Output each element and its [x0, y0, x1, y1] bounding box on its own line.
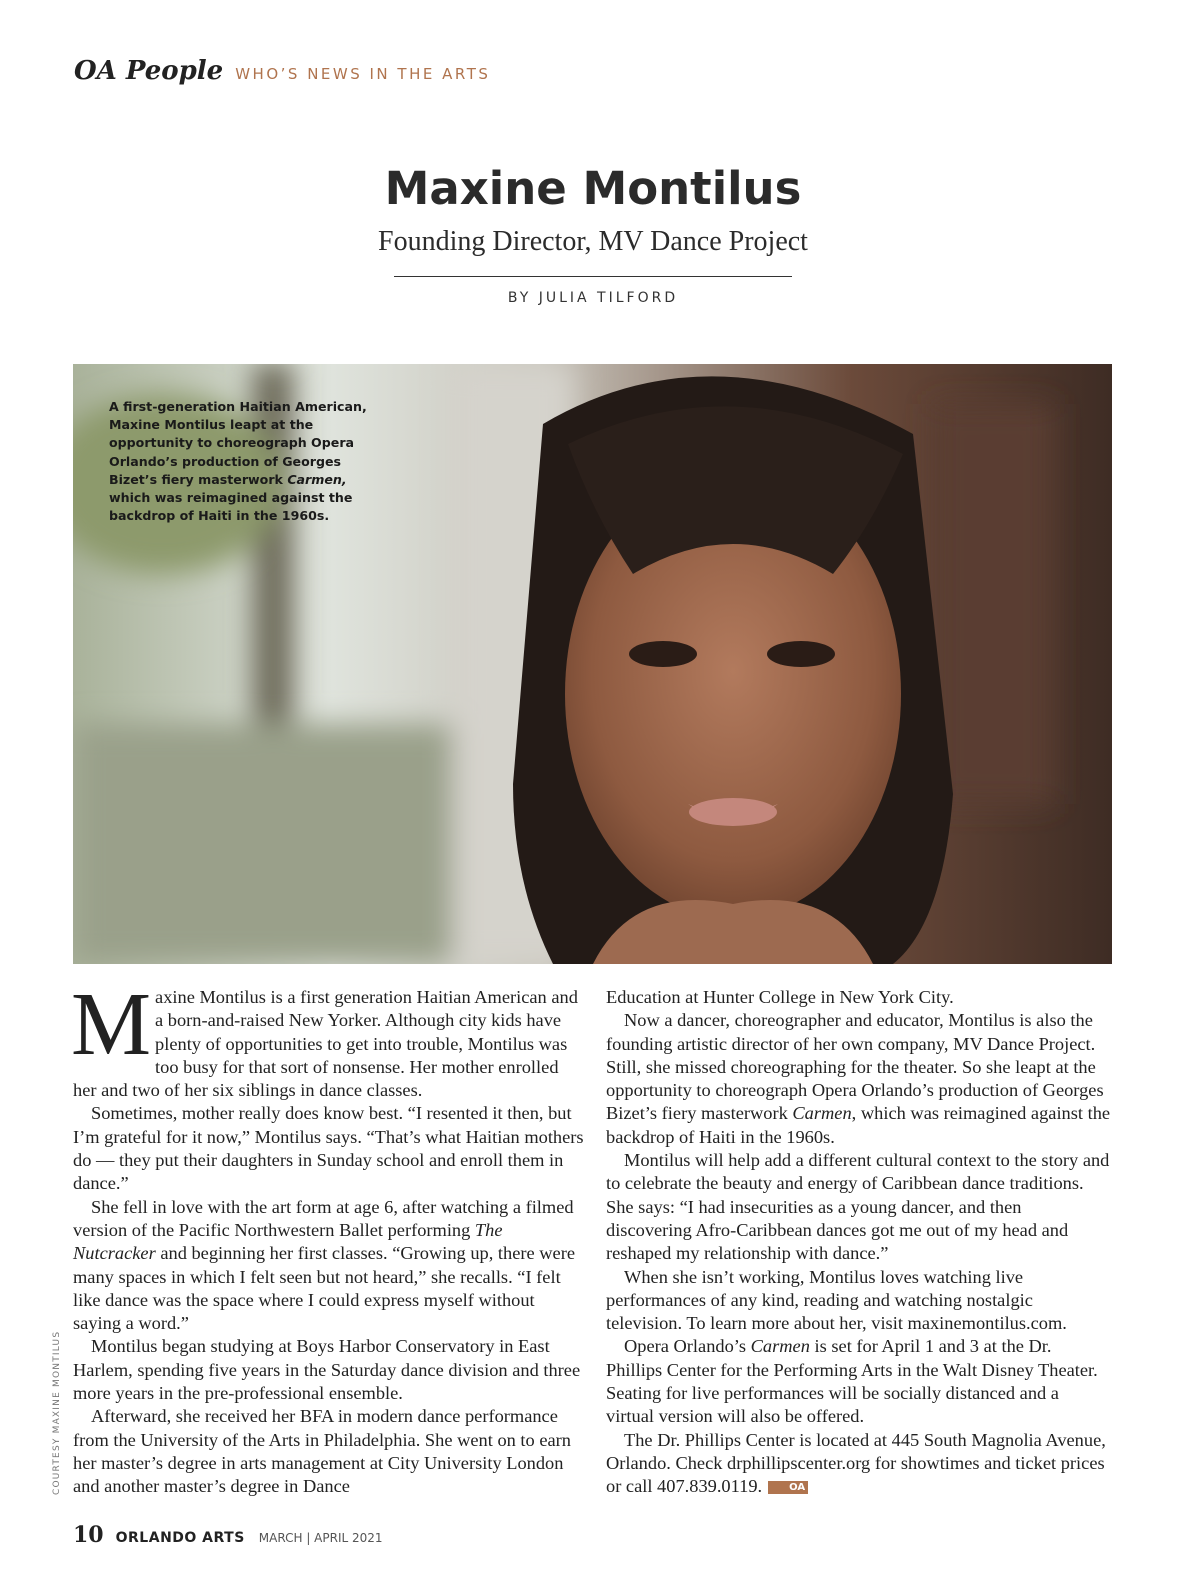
section-tagline: WHO’S NEWS IN THE ARTS	[235, 65, 491, 83]
page-number: 10	[73, 1522, 104, 1548]
portrait-photo	[73, 364, 1112, 964]
paragraph: Sometimes, mother really does know best. “I resented it then, but I’m grateful for it now,” Montilus says. “That’s what Haitian mothers do — they put their daughters in Sunday school and enroll them in dance.”	[73, 1103, 584, 1194]
article-column-left	[71, 975, 585, 1499]
paragraph: The Dr. Phillips Center is located at 445 South Magnolia Avenue, Orlando. Check drphillipscenter.org for showtimes and ticket prices or call 407.839.0119. OA	[606, 1429, 1106, 1497]
paragraph: Afterward, she received her BFA in modern dance performance from the University of the Arts in Philadelphia. She went on to earn her master’s degree in arts management at City University London and another master’s degree in Dance	[73, 1406, 571, 1497]
page-footer	[73, 1522, 383, 1548]
paragraph: When she isn’t working, Montilus loves watching live performances of any kind, reading and watching nostalgic television. To learn more about her, visit maxinemontilus.com.	[606, 1266, 1067, 1334]
end-mark-icon: OA	[768, 1481, 808, 1494]
article-title: Maxine Montilus	[384, 162, 802, 215]
article-column-right	[606, 986, 1111, 1499]
photo-caption: A first-generation Haitian American, Maxine Montilus leapt at the opportunity to choreograph Opera Orlando’s production of Georges Bizet’s fiery masterwork Carmen, which was reimagined against the backdrop of Haiti in the 1960s.	[109, 399, 367, 524]
section-name: OA People	[74, 56, 224, 86]
magazine-name: ORLANDO ARTS	[115, 1530, 245, 1546]
drop-cap: M	[71, 975, 152, 1074]
paragraph: Opera Orlando’s Carmen is set for April 1 and 3 at the Dr. Phillips Center for the Performing Arts in the Walt Disney Theater. Seating for live performances will be socially distanced and a virtual version will also be offered.	[606, 1336, 1098, 1427]
article-subtitle: Founding Director, MV Dance Project	[378, 226, 808, 257]
paragraph: Montilus began studying at Boys Harbor Conservatory in East Harlem, spending five years in the Saturday dance division and three more years in the pre-professional ensemble.	[73, 1336, 581, 1404]
paragraph: She fell in love with the art form at age 6, after watching a filmed version of the Pacific Northwestern Ballet performing The Nutcracker and beginning her first classes. “Growing up, there were many spaces in which I felt seen but not heard,” she recalls. “I felt like dance was the space where I could express myself without saying a word.”	[73, 1196, 576, 1334]
section-header	[74, 56, 490, 86]
paragraph: Montilus will help add a different cultural context to the story and to celebrate the beauty and energy of Caribbean dance traditions. She says: “I had insecurities as a young dancer, and then discovering Afro-Caribbean dances got me out of my head and reshaped my relationship with dance.”	[606, 1150, 1110, 1264]
paragraph: Education at Hunter College in New York City.	[606, 987, 954, 1007]
issue-date: MARCH | APRIL 2021	[258, 1531, 383, 1545]
byline: BY JULIA TILFORD	[507, 290, 679, 306]
paragraph: Now a dancer, choreographer and educator, Montilus is also the founding artistic director of her own company, MV Dance Project. Still, she missed choreographing for the theater. So she leapt at the opportunity to choreograph Opera Orlando’s production of Georges Bizet’s fiery masterwork Carmen, which was reimagined against the backdrop of Haiti in the 1960s.	[606, 1010, 1111, 1147]
paragraph: Maxine Montilus is a first generation Haitian American and a born-and-raised New Yorker. Although city kids have plenty of opportunities to get into trouble, Montilus was too busy for that sort of nonsense. Her mother enrolled her and two of her six siblings in dance classes.	[71, 975, 578, 1101]
title-divider	[394, 276, 792, 277]
photo-credit: COURTESY MAXINE MONTILUS	[52, 1330, 62, 1495]
